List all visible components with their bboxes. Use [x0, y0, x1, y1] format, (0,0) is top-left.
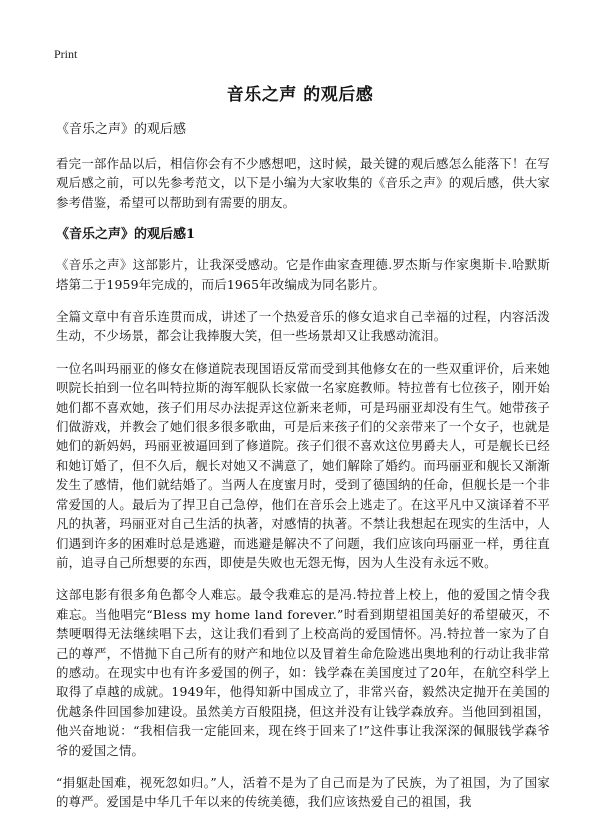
- document-body: [56, 120, 550, 825]
- paragraph: 全篇文章中有音乐连贯而成，讲述了一个热爱音乐的修女追求自己幸福的过程，内容活泼生动，不少场景，都会让我捧腹大笑，但一些场景却又让我感动流泪。: [56, 309, 550, 344]
- print-link[interactable]: Print: [54, 47, 78, 61]
- section-heading: 《音乐之声》的观后感1: [56, 227, 196, 243]
- paragraph: “捐躯赴国难，视死忽如归。”人，活着不是为了自己而是为了民族，为了祖国，为了国家的尊严。爱国是中华几千年以来的传统美德，我们应该热爱自己的祖国，我: [56, 774, 550, 810]
- paragraph: 一位名叫玛丽亚的修女在修道院表现国语反常而受到其他修女在的一些双重评价，后来她呗院长拍到一位名叫特拉斯的海军舰队长家做一名家庭教师。特拉普有七位孩子，刚开始她们都不喜欢她，孩子们用尽办法捉弄这位新来老师，可是玛丽亚却没有生气。她带孩子们做游戏，并教会了她们很多很多歌曲，可是后来孩子们的父亲带来了一个女子，也就是她们的新妈妈，玛丽亚被逼回到了修道院。孩子们很不喜欢这位男爵夫人，可是舰长已经和她订婚了，但不久后，舰长对她又不满意了，她们解除了婚约。而玛丽亚和舰长又渐渐发生了感情，他们就结婚了。当两人在度蜜月时，受到了德国纳的任命，但舰长是一个非常爱国的人。最后为了捍卫自己急停，他们在音乐会上逃走了。在这平凡中又演译着不平凡的执著，玛丽亚对自己生活的执著，对感情的执著。不禁让我想起在现实的生活中，人们遇到许多的困难时总是逃避，而逃避是解决不了问题，我们应该向玛丽亚一样，勇往直前，追寻自己所想要的东西，即使是失败也无怨无悔，因为人生没有永远不败。: [56, 360, 550, 570]
- paragraph: 这部电影有很多角色都令人难忘。最令我难忘的是冯.特拉普上校上，他的爱国之情令我难忘。当他唱完“Bless my home land forever.”时看到期望祖国美好的希望破灭，不禁哽咽得无法继续唱下去，这让我们看到了上校高尚的爱国情怀。冯.特拉普一家为了自己的尊严，不惜抛下自己所有的财产和地位以及冒着生命危险逃出奥地利的行动让我非常的感动。在现实中也有许多爱国的例子，如：钱学森在美国度过了20年，在航空科学上取得了卓越的成就。1949年，他得知新中国成立了，非常兴奋，毅然决定抛开在美国的优越条件回国参加建设。虽然美方百般阻挠，但这并没有让钱学森放弃。当他回到祖国，他兴奋地说：“我相信我一定能回来，现在终于回来了!”这件事让我深深的佩服钱学森爷爷的爱国之情。: [56, 587, 550, 758]
- page-title: 音乐之声 的观后感: [226, 85, 374, 105]
- paragraph: 《音乐之声》这部影片，让我深受感动。它是作曲家查理德.罗杰斯与作家奥斯卡.哈默斯塔第二于1959年完成的，而后1965年改编成为同名影片。: [56, 257, 550, 292]
- intro-paragraph: 看完一部作品以后，相信你会有不少感想吧，这时候，最关键的观后感怎么能落下！在写观后感之前，可以先参考范文，以下是小编为大家收集的《音乐之声》的观后感，供大家参考借鉴，希望可以帮助到有需要的朋友。: [56, 156, 550, 210]
- subtitle: 《音乐之声》的观后感: [56, 122, 187, 137]
